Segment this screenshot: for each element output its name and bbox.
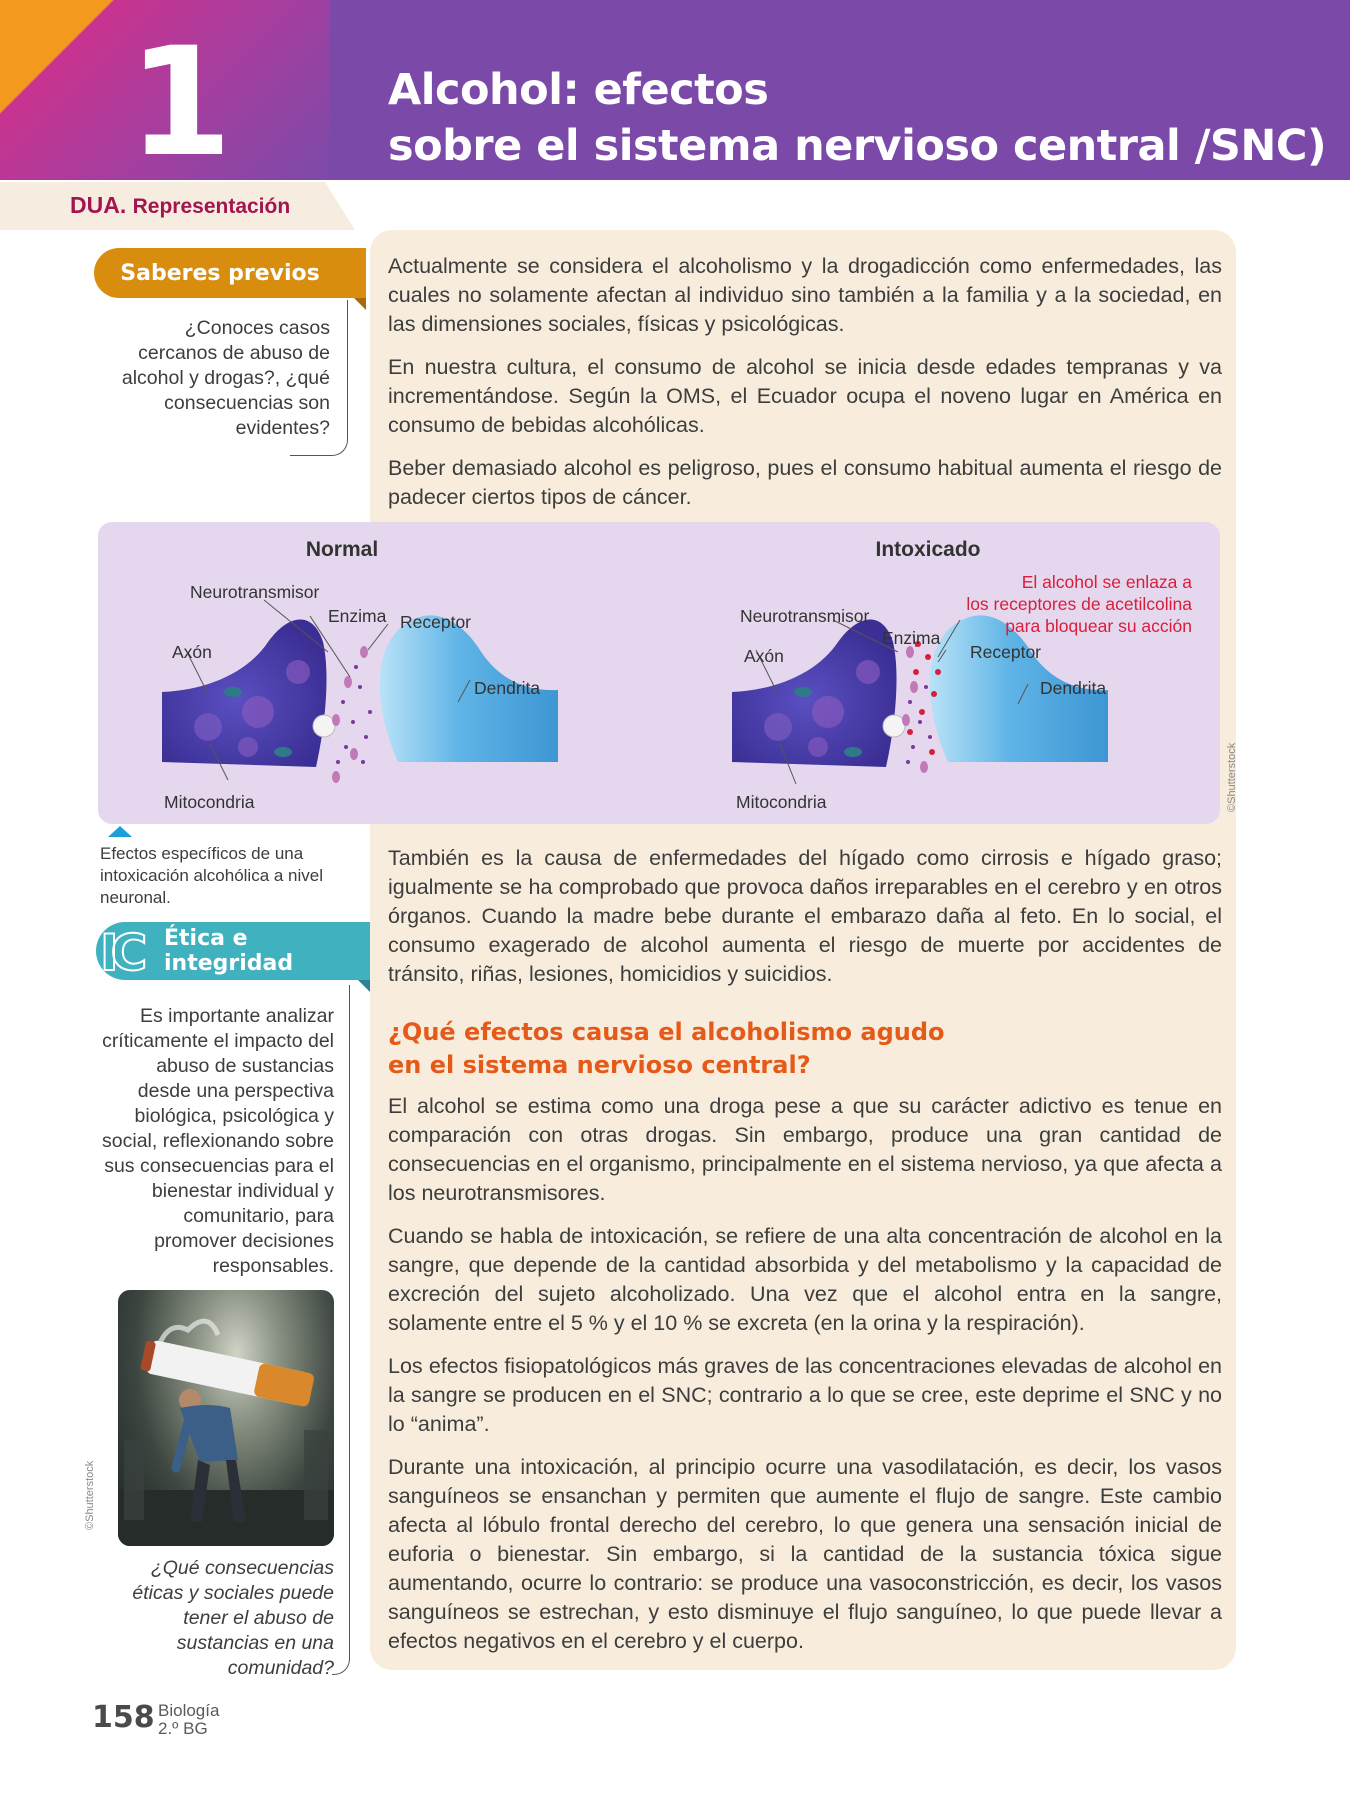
section-paragraph: El alcohol se estima como una droga pese a que su carácter adictivo es tenue en comparación con otras drogas. Sin embargo, produce una gran cantidad de consecuencias en el organismo, principalmente en el sistema nervioso, ya que afecta a los neurotransmisores. bbox=[388, 1094, 1222, 1205]
label-dendrita-2: Dendrita bbox=[1040, 678, 1107, 698]
intoxicated-vesicle bbox=[764, 713, 792, 741]
label-enzima: Enzima bbox=[328, 606, 387, 626]
photo-credit: ©Shutterstock bbox=[84, 1460, 96, 1530]
sidebar-bracket bbox=[332, 985, 350, 1675]
alcohol-note-line-2: los receptores de acetilcolina bbox=[966, 594, 1192, 614]
normal-vesicle bbox=[286, 660, 310, 684]
intro-paragraph: En nuestra cultura, el consumo de alcohol se inicia desde edades tempranas y va incrementándose. Según la OMS, el Ecuador ocupa el noveno lugar en América en consumo de bebidas alcohólicas. bbox=[388, 355, 1222, 437]
section-heading-line-2: en el sistema nervioso central? bbox=[388, 1051, 811, 1079]
person-carrying-cigarette-image bbox=[118, 1290, 334, 1546]
intoxicated-mitochondria bbox=[794, 687, 812, 697]
saberes-question: ¿Conoces casos cercanos de abuso de alcohol y drogas?, ¿qué consecuencias son evidentes? bbox=[121, 317, 330, 439]
synapse-diagram bbox=[98, 522, 1220, 824]
title-line-2: sobre el sistema nervioso central /SNC) bbox=[388, 121, 1327, 171]
normal-release-vesicle bbox=[313, 715, 335, 737]
intoxicated-synapse bbox=[732, 572, 1192, 812]
saberes-previos-label: Saberes previos bbox=[120, 260, 320, 286]
normal-synapse bbox=[162, 582, 558, 812]
section-paragraph: Cuando se habla de intoxicación, se refiere de una alta concentración de alcohol en la sangre, que depende de la cantidad absorbida y del metabolismo y la capacidad de excreción del sujeto alcoholizado. Una vez que el alcohol entra en la sangre, solamente entre el 5 % y el 10 % se excreta (en la orina y la respiración). bbox=[388, 1224, 1222, 1335]
intoxicated-vesicle bbox=[808, 737, 828, 757]
normal-vesicle bbox=[238, 737, 258, 757]
label-neurotransmisor: Neurotransmisor bbox=[190, 582, 320, 602]
diagram-credit: ©Shutterstock bbox=[1226, 742, 1238, 812]
footer-subject bbox=[158, 1702, 219, 1738]
section-heading-line-1: ¿Qué efectos causa el alcoholismo agudo bbox=[388, 1018, 945, 1046]
synapse-diagram-svg bbox=[98, 522, 1220, 824]
normal-mitochondria bbox=[224, 687, 242, 697]
alcohol-note-line-1: El alcohol se enlaza a bbox=[1021, 572, 1192, 592]
label-mitocondria: Mitocondria bbox=[164, 792, 255, 812]
label-axon: Axón bbox=[172, 642, 212, 662]
label-receptor: Receptor bbox=[400, 612, 472, 632]
intoxicated-enzymes bbox=[902, 646, 928, 773]
normal-vesicle bbox=[194, 713, 222, 741]
dua-label: DUA. bbox=[70, 192, 127, 218]
section-heading bbox=[388, 1016, 945, 1082]
title-line-1: Alcohol: efectos bbox=[388, 65, 769, 115]
footer-subject-name: Biología bbox=[158, 1701, 220, 1720]
diagram-caption: Efectos específicos de una intoxicación alcohólica a nivel neuronal. bbox=[100, 844, 324, 907]
page-number: 158 bbox=[92, 1700, 155, 1735]
saberes-previos-tab bbox=[94, 248, 366, 298]
label-mitocondria-2: Mitocondria bbox=[736, 792, 827, 812]
section-paragraph: Durante una intoxicación, al principio ocurre una vasodilatación, es decir, los vasos sanguíneos se ensanchan y permiten que aumente el flujo de sangre. Este cambio afecta al lóbulo frontal derecho del cerebro, lo que genera una sensación inicial de euforia o bienestar. Sin embargo, si la cantidad de la sustancia tóxica sigue aumentando, ocurre lo contrario: se produce una vasoconstricción, es decir, los vasos sanguíneos se estrechan, y esto disminuye el flujo sanguíneo, lo que puede llevar a efectos negativos en el cerebro y el cuerpo. bbox=[388, 1455, 1222, 1653]
section-text bbox=[388, 1092, 1222, 1670]
etica-text: Es importante analizar críticamente el impacto del abuso de sustancias desde una perspectiva biológica, psicológica y social, reflexionando sobre sus consecuencias para el bienestar individual y comunitario, para promover decisiones responsables. bbox=[102, 1005, 334, 1277]
etica-integridad-label: Ética e integridad bbox=[164, 926, 294, 976]
intoxicado-title: Intoxicado bbox=[875, 538, 981, 561]
page-title bbox=[388, 62, 1326, 174]
intro-paragraph: Actualmente se considera el alcoholismo y la drogadicción como enfermedades, las cuales no solamente afectan al individuo sino también a la familia y a la sociedad, en las dimensiones sociales, físicas y psicológicas. bbox=[388, 254, 1222, 336]
intoxicated-mitochondria bbox=[844, 747, 862, 757]
normal-vesicle bbox=[242, 696, 274, 728]
dua-sub: Representación bbox=[132, 195, 291, 218]
intro-text bbox=[388, 252, 1222, 526]
photo-question: ¿Qué consecuencias éticas y sociales puede tener el abuso de sustancias en una comunidad? bbox=[132, 1557, 334, 1679]
middle-text bbox=[388, 844, 1222, 1003]
intoxicated-vesicle bbox=[856, 660, 880, 684]
normal-title: Normal bbox=[305, 538, 379, 561]
intoxicated-vesicle bbox=[812, 696, 844, 728]
ic-logo-icon: IC bbox=[100, 924, 140, 982]
illustration-photo bbox=[118, 1290, 334, 1546]
intoxicated-release-vesicle bbox=[883, 715, 905, 737]
label-enzima-2: Enzima bbox=[882, 628, 941, 648]
dua-tag bbox=[70, 192, 290, 219]
section-paragraph: Los efectos fisiopatológicos más graves de las concentraciones elevadas de alcohol en la sangre se producen en el SNC; contrario a lo que se cree, este deprime el SNC y no lo “anima”. bbox=[388, 1354, 1222, 1436]
intro-paragraph: Beber demasiado alcohol es peligroso, pues el consumo habitual aumenta el riesgo de padecer ciertos tipos de cáncer. bbox=[388, 456, 1222, 509]
chapter-number: 1 bbox=[128, 16, 233, 180]
middle-paragraph: También es la causa de enfermedades del hígado como cirrosis e hígado graso; igualmente se ha comprobado que provoca daños irreparables en el cerebro y en otros órganos. Cuando la madre bebe durante el embarazo daña al feto. En lo social, el consumo exagerado de alcohol aumenta el riesgo de muerte por accidentes de tránsito, riñas, lesiones, homicidios y suicidios. bbox=[388, 846, 1222, 986]
label-axon-2: Axón bbox=[744, 646, 784, 666]
label-receptor-2: Receptor bbox=[970, 642, 1042, 662]
label-neurotransmisor-2: Neurotransmisor bbox=[740, 606, 870, 626]
normal-mitochondria bbox=[274, 747, 292, 757]
caption-pointer-icon bbox=[108, 826, 132, 837]
intoxicated-neurotransmitters bbox=[906, 685, 932, 764]
alcohol-note-line-3: para bloquear su acción bbox=[1005, 616, 1192, 636]
chapter-header bbox=[0, 0, 1350, 180]
label-dendrita: Dendrita bbox=[474, 678, 541, 698]
footer-grade: 2.º BG bbox=[158, 1719, 208, 1738]
